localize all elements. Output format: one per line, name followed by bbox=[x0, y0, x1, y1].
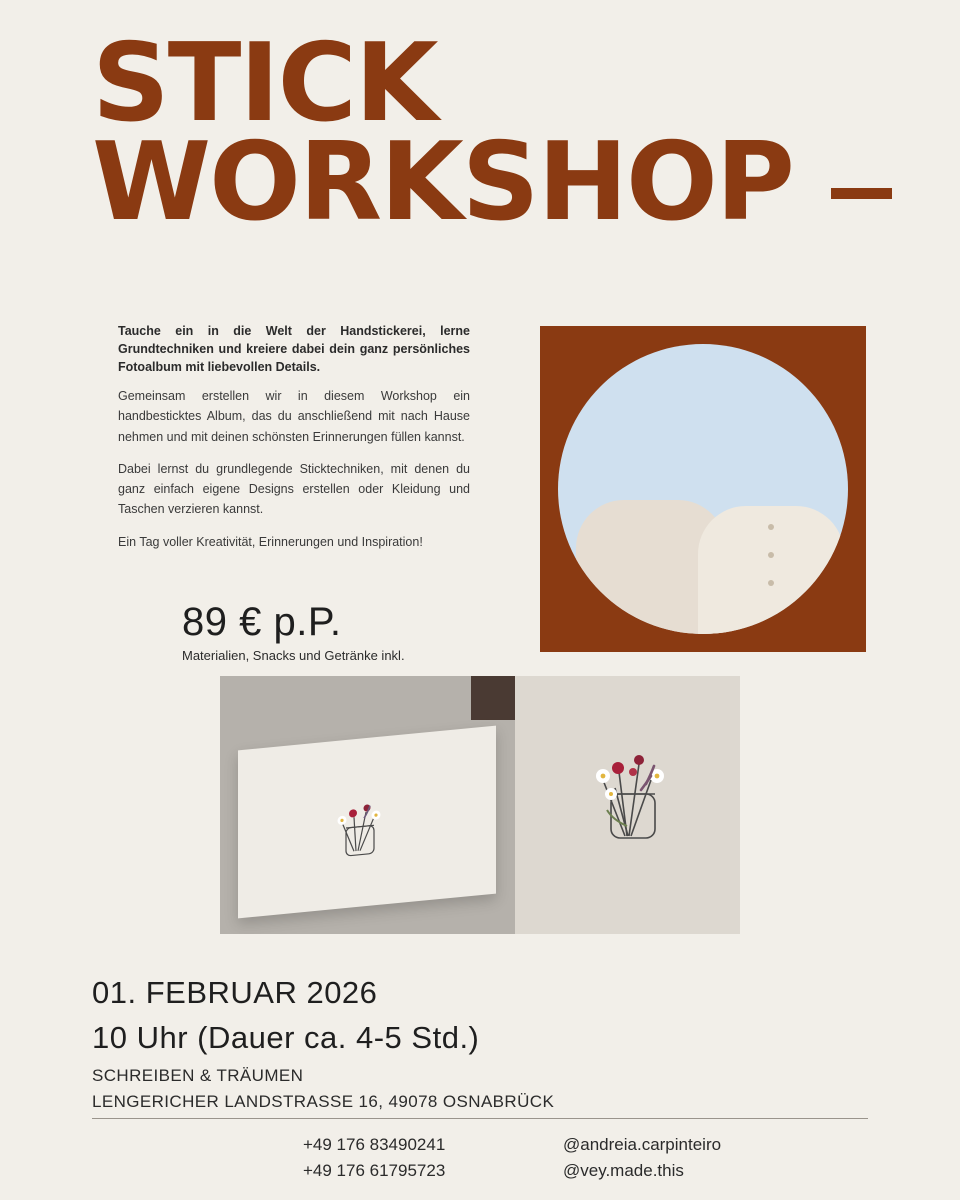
title-line-2-row bbox=[92, 120, 892, 246]
poster-title-block bbox=[92, 21, 892, 246]
social-handle-list bbox=[563, 1132, 721, 1183]
price-note: Materialien, Snacks und Getränke inkl. bbox=[182, 648, 405, 663]
lead-paragraph: Tauche ein in die Welt der Handstickerei, lerne Grundtechniken und kreiere dabei dein ganz persönliches Fotoalbum mit liebevollen Details. bbox=[118, 324, 470, 375]
event-time: 10 Uhr (Dauer ca. 4-5 Std.) bbox=[92, 1020, 480, 1055]
event-date: 01. FEBRUAR 2026 bbox=[92, 975, 378, 1010]
product-photo-group bbox=[220, 676, 740, 934]
price-amount: 89 € p.P. bbox=[182, 600, 342, 644]
body-paragraph-2: Dabei lernst du grundlegende Sticktechniken, mit denen du ganz einfach eigene Designs erstellen oder Kleidung und Taschen verzieren kannst. bbox=[118, 461, 470, 517]
portrait-photo bbox=[540, 326, 866, 652]
phone-number-2[interactable]: +49 176 61795723 bbox=[303, 1160, 446, 1180]
photo-album-image bbox=[220, 676, 515, 934]
embroidery-motif-small-icon bbox=[238, 726, 496, 919]
embroidery-motif-large-icon bbox=[515, 676, 740, 934]
portrait-circle-mask bbox=[558, 344, 848, 634]
album-cover bbox=[238, 726, 496, 919]
venue-address: LENGERICHER LANDSTRASSE 16, 49078 OSNABRÜCK bbox=[92, 1092, 555, 1111]
instagram-handle-2[interactable]: @vey.made.this bbox=[563, 1160, 684, 1180]
body-paragraph-1: Gemeinsam erstellen wir in diesem Workshop ein handbesticktes Album, das du anschließend mit nach Hause nehmen und mit deinen schönsten Erinnerungen füllen kannst. bbox=[118, 389, 470, 444]
button-placket bbox=[768, 524, 774, 614]
body-paragraph-3: Ein Tag voller Kreativität, Erinnerungen und Inspiration! bbox=[118, 534, 423, 549]
embroidery-closeup-image bbox=[515, 676, 740, 934]
contact-phone-list bbox=[303, 1132, 445, 1183]
title-line-1: STICK bbox=[92, 21, 437, 146]
body-copy bbox=[118, 386, 470, 552]
footer-divider bbox=[92, 1118, 868, 1119]
venue-name: SCHREIBEN & TRÄUMEN bbox=[92, 1066, 304, 1085]
photo-corner-shadow bbox=[471, 676, 515, 720]
title-line-2: WORKSHOP bbox=[92, 120, 793, 246]
phone-number-1[interactable]: +49 176 83490241 bbox=[303, 1135, 446, 1154]
title-rule-decoration bbox=[831, 188, 892, 199]
instagram-handle-1[interactable]: @andreia.carpinteiro bbox=[563, 1135, 722, 1154]
